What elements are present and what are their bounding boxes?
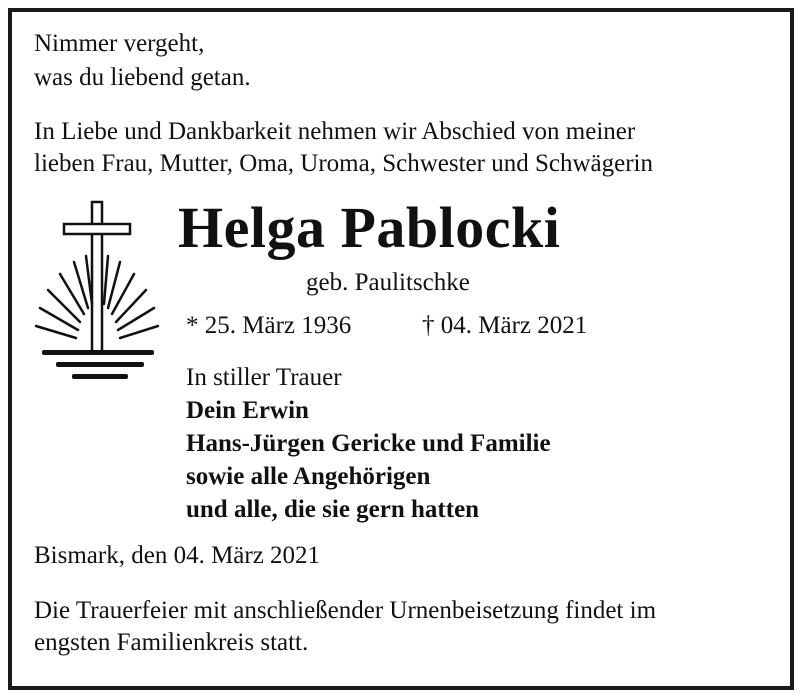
cross-with-rising-sun-icon [28, 196, 168, 386]
funeral-line-2: engsten Familienkreis statt. [34, 629, 309, 656]
place-date: Bismark, den 04. März 2021 [34, 542, 321, 569]
death-date: † 04. März 2021 [422, 312, 588, 339]
birth-date: * 25. März 1936 [186, 312, 352, 339]
mourner-line: Dein Erwin [186, 397, 309, 424]
mourner-line: Hans-Jürgen Gericke und Familie [186, 430, 551, 457]
mourner-line: und alle, die sie gern hatten [186, 496, 480, 523]
funeral-line-1: Die Trauerfeier mit anschließender Urnenbeisetzung findet im [34, 597, 657, 624]
intro-line-1: In Liebe und Dankbarkeit nehmen wir Abschied von meiner [34, 118, 636, 145]
motto-line-2: was du liebend getan. [34, 64, 251, 91]
motto-line-1: Nimmer vergeht, [34, 30, 205, 57]
deceased-name: Helga Pablocki [178, 195, 561, 260]
mourners-heading: In stiller Trauer [186, 364, 342, 391]
maiden-name: geb. Paulitschke [306, 269, 470, 296]
mourner-line: sowie alle Angehörigen [186, 463, 431, 490]
intro-line-2: lieben Frau, Mutter, Oma, Uroma, Schwester und Schwägerin [34, 150, 653, 177]
